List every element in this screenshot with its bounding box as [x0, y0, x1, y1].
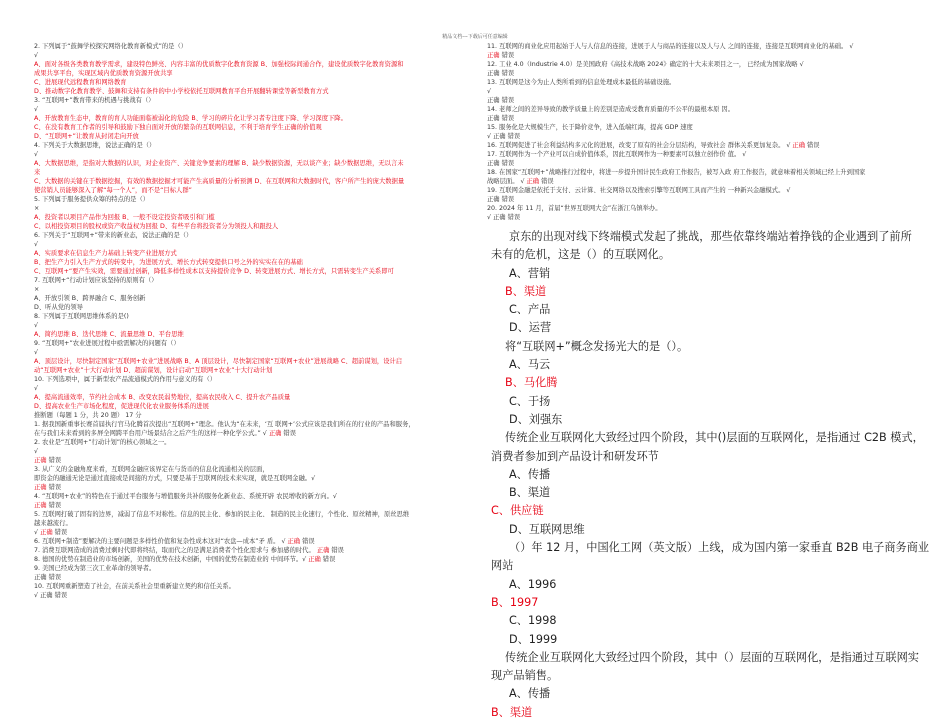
text-line: 正确 错误 [34, 484, 62, 491]
text-line: 7. 消费互联网造成的消费过剩时代即将终结，取而代之的是满足消费者个性化需求与 参加感的时代。 正确 错误 [34, 547, 344, 554]
text-line: 动“互联网+农业”十大行动计划 D、超前谋划，设计启动“互联网+农业”十大行动计划 [34, 367, 273, 374]
text-line: A、顶层设计，尽快制定国家“互联网+农业”进展战略 B、A 顶层设计，尽快制定国家“互联网+农业”进展战略 C、超前谋划，设计启 [34, 358, 403, 365]
question-line: 消费者参加到产品设计和研发环节 [491, 449, 659, 463]
text-line: √ [487, 88, 492, 95]
text-line: 8. 下列属于互联网思维体系的是() [34, 313, 129, 320]
text-line: √ [34, 448, 39, 455]
text-line: 正确 错误 [487, 160, 515, 167]
text-line: 正确 错误 [487, 97, 515, 104]
text-line: 3. 从广义的金融角度来看，互联网金融应该界定在与货币的信息化流通相关的层面， [34, 466, 269, 473]
text-line: D、推动数字化教育教学、鼓舞和支持有条件的中小学校依托互联网教育平台开展翻转课堂等新型教育方式 [34, 88, 329, 95]
question-line: 未有的危机，这是（）的互联网化。 [491, 248, 671, 262]
text-line: 在与我们未来看到的多屏全网跨平台用户场景结合之后产生的这样一种化学公式。” √ 正确 错误 [34, 430, 297, 437]
question-line: 现产品销售。 [491, 669, 559, 683]
text-line: √ [34, 52, 39, 59]
text-line: 成果共享平台，实现区域内优质教育资源开放共享 [34, 70, 173, 77]
text-line: 使营销人员能够深入了解“每一个人”，而不是“目标人群” [34, 187, 192, 194]
question-line: 网站 [491, 559, 514, 573]
text-line: 正确 错误 [34, 502, 62, 509]
text-line: 来 [34, 169, 41, 176]
question-line: 传统企业互联网化大致经过四个阶段，其中()层面的互联网化，是指通过 C2B 模式， [505, 431, 924, 445]
text-line: √ 正确 错误 [34, 529, 68, 536]
judgement-marker: 正确 [40, 529, 53, 536]
text-line: 9. 美国已经成为第三次工业革命的领导者。 [34, 565, 156, 572]
text-line: 15. 服务化是大规模生产，长于降价竞争，进入低端红海，提高 GDP 速度 [487, 124, 693, 131]
question-line: A、马云 [509, 358, 551, 372]
text-line: 正确 错误 [34, 574, 62, 581]
judgement-questions-continued [487, 42, 915, 222]
page-header: 精品文档---下载后可任意编辑 [442, 34, 508, 40]
judgement-marker: 正确 [34, 457, 47, 464]
text-line: 17. 互联网作为一个产业可以自成价值体系，因此互联网作为一种要素可以独立创作价 值。 √ [487, 151, 747, 158]
text-line: 推断题（每题 1 分，共 20 题） 17 分 [34, 412, 142, 419]
text-line: 4. “互联网+农业”的特色在于通过平台服务与增值服务共补的服务化新业态、系统开辟 农民增收的新方向。√ [34, 493, 337, 500]
question-line: B、渠道 [509, 486, 551, 500]
answer-option-correct: B、1997 [491, 595, 539, 609]
text-line: 正确 错误 [487, 52, 515, 59]
text-line: 8. 德国的优势在制造业的市场创新，美国的优势在技术创新，中国的优势在制造业的 中间环节。√ 正确 错误 [34, 556, 336, 563]
question-line: C、产品 [509, 303, 551, 317]
judgement-marker: 正确 [526, 178, 540, 185]
judgement-marker: 正确 [316, 547, 330, 554]
text-line: 即资金的融通无论是通过直接或是间接的方式，只要是基于互联网的技术来实现，就是互联网金融。√ [34, 475, 316, 482]
text-line: × [34, 286, 40, 293]
text-line: 16. 互联网促进了社会利益结构多元化的进展，改变了原有的社会分层结构，导致社会 群体关系更加复杂。 √ 正确 错误 [487, 142, 820, 149]
text-line: 10. 下列选项中，属于新型农产品流通模式的作用与意义的有（） [34, 376, 217, 383]
text-line: √ [34, 241, 39, 248]
question-line: C、1998 [509, 614, 557, 628]
choice-questions [487, 228, 930, 722]
text-line: D、提高农业生产市场化程度，促进现代化农业服务体系的进展 [34, 403, 209, 410]
question-line: A、营销 [509, 266, 551, 280]
text-line: 2. 农业是“互联网+”行动计划”的核心领域之一。 [34, 439, 171, 446]
question-line: （）年 12 月，中国化工网（英文版）上线，成为国内第一家垂直 B2B 电子商务商业 [509, 541, 930, 555]
text-line: 4. 下列关于大数据思维，说法正确的是（） [34, 142, 156, 149]
right-column [487, 42, 930, 722]
answer-option-correct: B、马化腾 [505, 376, 558, 390]
text-line: 19. 互联网金融是依托于支付、云计算、社交网络以及搜索引擎等互联网工具而产生的 一种新兴金融模式。 √ [487, 187, 791, 194]
text-line: B、把生产力引入生产方式的转变中，为进展方式、增长方式转变提供口号之外的实实在在的基础 [34, 259, 303, 266]
question-line: D、运营 [509, 321, 552, 335]
text-line: √ 正确 错误 [487, 214, 521, 221]
answer-option-correct: C、供应链 [491, 504, 544, 518]
left-column [34, 42, 448, 600]
text-line: 战略层面。 √ 正确 错误 [487, 178, 554, 185]
text-line: 正确 错误 [487, 115, 515, 122]
text-line: 越来越流行。 [34, 520, 72, 527]
judgement-marker: 正确 [287, 538, 301, 545]
text-line: √ [34, 106, 39, 113]
text-line: 正确 错误 [34, 457, 62, 464]
text-line: 5. 互联网打破了固有的边界，减弱了信息不对称性。信息的民主化、参加的民主化、 制造的民主化速行，个性化、原丝精神，原丝思维 [34, 511, 410, 518]
text-line: √ [34, 151, 39, 158]
text-line: C、互联网+“要产生实效，需要通过创新，降低多样性成本以支持提价竞争 D、转变进展方式、增长方式，只需转变生产关系即可 [34, 268, 394, 275]
answer-option-correct: B、渠道 [491, 705, 533, 719]
text-line: C、以相投资项目的股权或资产收益权为回报 D、有些平台将投资者分为领投人和跟投人 [34, 223, 279, 230]
text-line: D、“互联网+”让教育从封闭走向开放 [34, 133, 139, 140]
text-line: 6. 互联网+制造”要解决的主要问题是多样性价值和复杂性成本这对“农盘—成本”矛 盾。 √ 正确 错误 [34, 538, 315, 545]
text-line: 6. 下列关于“互联网+”带来的新业态，说法正确的是（） [34, 232, 193, 239]
text-line: 5. 下列属于服务提供众筹的特点的是（） [34, 196, 150, 203]
text-line: D、听从党的领导 [34, 304, 83, 311]
text-line: √ [34, 385, 39, 392]
question-line: 将“互联网+”概念发扬光大的是（）。 [505, 339, 689, 353]
text-line: √ [34, 322, 39, 329]
text-line: √ [34, 349, 39, 356]
text-line: 1. 据我国新重事长赛首届执行官马化腾首次提出“互联网+”理念。他认为“在未来，‘互 联网+’公式应该是我们所在的行业的产品和服务， [34, 421, 415, 428]
question-line: 京东的出现对线下终端模式发起了挑战，那些依靠终端站着挣钱的企业遇到了前所 [509, 230, 912, 243]
text-line: A、实质要求在信息生产力基础上转变产业进展方式 [34, 250, 177, 257]
question-line: D、1999 [509, 632, 558, 646]
answer-option-correct: B、渠道 [505, 284, 547, 298]
question-line: D、互联网思维 [509, 522, 585, 536]
text-line: A、大数据思维，是指对大数据的认识，对企业资产、关键竞争要素的理解 B、缺少数据资源，无以谈产业；缺少数据思维，无以言未 [34, 160, 404, 167]
text-line: 10. 互联网重新塑造了社会，在前关系社会里重新建立契约和信任关系。 [34, 583, 235, 590]
text-line: × [34, 205, 40, 212]
question-line: A、1996 [509, 577, 557, 591]
text-line: 20. 2024 年 11 月，首届“世界互联网大会”在浙江乌镇举办。 [487, 205, 662, 212]
judgement-marker: 正确 [792, 142, 805, 149]
text-line: √ 正确 错误 [34, 592, 68, 599]
text-line: A、面对各级各类教育教学需求，建设特色鲜亮、内容丰富的优质数字化教育资源 B、加强校际间通合作，建设优质数字化教育资源和 [34, 61, 404, 68]
text-line: 2. 下列属于“鼓舞学校探究网络化教育新模式”的是（） [34, 43, 188, 50]
question-line: A、传播 [509, 687, 551, 701]
text-line: 18. 在国家“互联网+”战略推行过程中，将进一步提升国计民生政府工作报告，被写入政 府工作报告，就意味着相关领域已经上升到国家 [487, 169, 866, 176]
text-line: C、在没有教育工作者的引导和鼓励下独自面对开放的繁杂的互联网信息，不利于培育学生正确的价值观 [34, 124, 322, 131]
text-line: C、进展现代远程教育和网络教育 [34, 79, 127, 86]
text-line: A、开放引领 B、跨界融合 C、服务创新 [34, 295, 146, 302]
text-line: 3. “互联网+”教育带来的机遇与挑战有（） [34, 97, 155, 104]
text-line: A、投资者以项目产品作为回报 B、一般不设定投资者吸引和门槛 [34, 214, 215, 221]
judgement-marker: 正确 [308, 556, 321, 563]
question-line: 传统企业互联网化大致经过四个阶段，其中（）层面的互联网化，是指通过互联网实 [505, 650, 919, 664]
text-line: 12. 工业 4.0（Industrie 4.0）是美国政府《高技术战略 2024》确定的十大未来项目之一， 已经成为国家战略 √ [487, 61, 804, 68]
judgement-marker: 正确 [34, 484, 47, 491]
text-line: 14. 老师之间的差异导致的教学质量上的差别是造成受教育质量的不公平的最根本原 因。 [487, 106, 735, 113]
text-line: A、简约思维 B、迭代思维 C、流量思维 D、平台思维 [34, 331, 184, 338]
text-line: 11. 互联网的商业化应用起始于人与人信息的连接，进展于人与商品的连接以及人与人 之间的连接，连接是互联网商业化的基础。 √ [487, 43, 854, 50]
question-line: D、刘强东 [509, 412, 563, 426]
text-line: A、提高流通效率，节约社会成本 B、改变农民弱势地位，提高农民收入 C、提升农产品质量 [34, 394, 291, 401]
judgement-marker: 正确 [268, 430, 282, 437]
text-line: A、开放教育生态中，教育的育人功能面临被弱化的危险 B、学习的碎片化让学习者专注度下降、学习深度下降。 [34, 115, 347, 122]
text-line: C、大数据的关键在于数据挖掘，有效的数据挖掘才可能产生高质量的分析预测 D、在互联网和大数据时代，客户所产生的庞大数据量 [34, 178, 405, 185]
text-line: 正确 错误 [487, 196, 515, 203]
text-line: 13. 互联网是这今为止人类所看到的信息处理成本最低的基础设施。 [487, 79, 676, 86]
judgement-marker: 正确 [487, 52, 500, 59]
judgement-marker: 正确 [34, 502, 47, 509]
text-line: √ 正确 错误 [487, 133, 521, 140]
question-line: C、于扬 [509, 394, 551, 408]
text-line: 7. 互联网+“行动计划应该坚持的原则有（） [34, 277, 158, 284]
question-line: A、传播 [509, 467, 551, 481]
text-line: 正确 错误 [487, 70, 515, 77]
text-line: 9. “互联网+”农业进展过程中亟需解决的问题有（） [34, 340, 180, 347]
